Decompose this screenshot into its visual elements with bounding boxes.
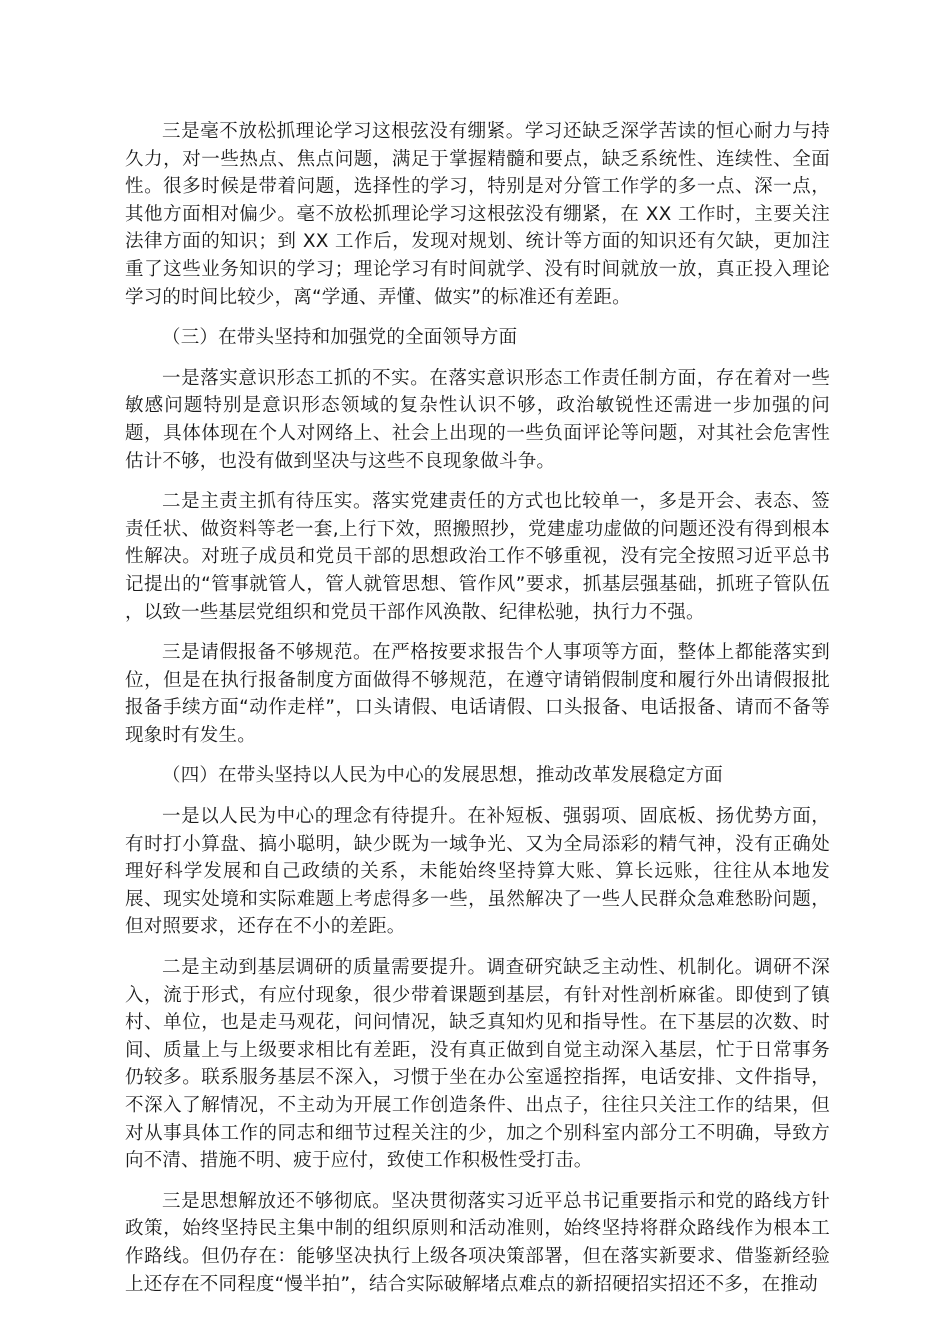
paragraph-main-responsibility: 二是主责主抓有待压实。落实党建责任的方式也比较单一，多是开会、表态、签责任状、做资料等老一套,上行下效，照搬照抄，党建虚功虚做的问题还没有得到根本性解决。对班子成员和党员干部的思想政治工作不够重视，没有完全按照习近平总书记提出的“管事就管人，管人就管思想、管作风”要求，抓基层强基础，抓班子管队伍 ，以致一些基层党组织和党员干部作风涣散、纪律松驰，执行力不强。 [125, 491, 830, 623]
paragraph-people-centered: 一是以人民为中心的理念有待提升。在补短板、强弱项、固底板、扬优势方面，有时打小算盘、搞小聪明，缺少既为一域争光、又为全局添彩的精气神，没有正确处理好科学发展和自己政绩的关系，未能始终坚持算大账、算长远账，往往从本地发展、现实处境和实际难题上考虑得多一些，虽然解决了一些人民群众急难愁盼问题，但对照要求，还存在不小的差距。 [125, 806, 830, 938]
paragraph-ideology-work: 一是落实意识形态工抓的不实。在落实意识形态工作责任制方面，存在着对一些敏感问题特别是意识形态领域的复杂性认识不够，政治敏锐性还需进一步加强的问题，具体体现在个人对网络上、社会上出现的一些负面评论等问题，对其社会危害性估计不够，也没有做到坚决与这些不良现象做斗争。 [125, 367, 830, 472]
paragraph-theory-study: 三是毫不放松抓理论学习这根弦没有绷紧。学习还缺乏深学苦读的恒心耐力与持久力，对一些热点、焦点问题，满足于掌握精髓和要点，缺乏系统性、连续性、全面性。很多时候是带着问题，选择性的学习，特别是对分管工作学的多一点、深一点，其他方面相对偏少。毫不放松抓理论学习这根弦没有绷紧，在 XX 工作时，主要关注法律方面的知识；到 XX 工作后，发现对规划、统计等方面的知识还有欠缺，更加注重了这些业务知识的学习；理论学习有时间就学、没有时间就放一放，真正投入理论学习的时间比较少，离“学通、弄懂、做实”的标准还有差距。 [125, 121, 830, 308]
paragraph-grassroots-research: 二是主动到基层调研的质量需要提升。调查研究缺乏主动性、机制化。调研不深入，流于形式，有应付现象，很少带着课题到基层，有针对性剖析麻雀。即使到了镇村、单位，也是走马观花，问问情况，缺乏真知灼见和指导性。在下基层的次数、时间、质量上与上级要求相比有差距，没有真正做到自觉主动深入基层，忙于日常事务仍较多。联系服务基层不深入，习惯于坐在办公室遥控指挥，电话安排、文件指导，不深入了解情况，不主动为开展工作创造条件、出点子，往往只关注工作的结果，但对从事具体工作的同志和细节过程关注的少，加之个别科室内部分工不明确，导致方向不清、措施不明、疲于应付，致使工作积极性受打击。 [125, 957, 830, 1172]
paragraph-leave-reporting: 三是请假报备不够规范。在严格按要求报告个人事项等方面，整体上都能落实到位，但是在执行报备制度方面做得不够规范，在遵守请销假制度和履行外出请假报批报备手续方面“动作走样”，口头请假、电话请假、口头报备、电话报备、请而不备等现象时有发生。 [125, 642, 830, 746]
document-page [125, 118, 830, 1311]
section-heading-4: （四）在带头坚持以人民为中心的发展思想，推动改革发展稳定方面 [162, 765, 724, 787]
paragraph-ideological-emancipation: 三是思想解放还不够彻底。坚决贯彻落实习近平总书记重要指示和党的路线方针政策，始终坚持民主集中制的组织原则和活动准则，始终坚持将群众路线作为根本工作路线。但仍存在：能够坚决执行上级各项决策部署，但在落实新要求、借鉴新经验上还存在不同程度“慢半拍”，结合实际破解堵点难点的新招硬招实招还不多，在推动 [125, 1190, 830, 1295]
section-heading-3: （三）在带头坚持和加强党的全面领导方面 [162, 327, 518, 349]
